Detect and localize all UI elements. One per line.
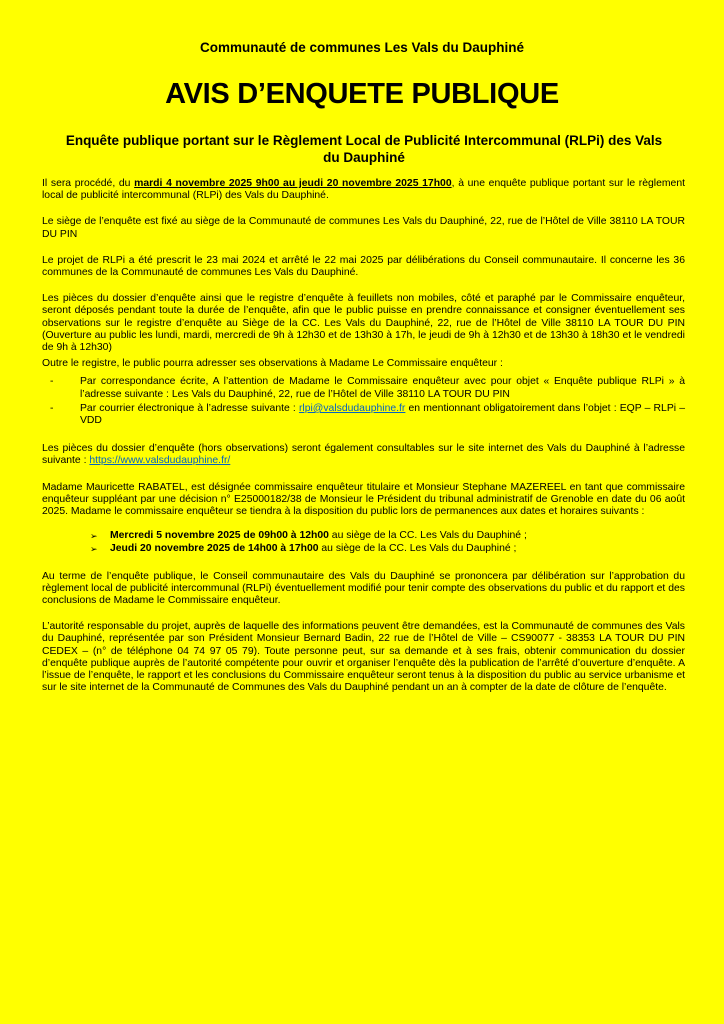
email-intro: Par courrier électronique à l’adresse suivante : — [80, 402, 299, 414]
paragraph-dates — [42, 178, 685, 202]
permanence-date: Mercredi 5 novembre 2025 de 09h00 à 12h00 — [110, 530, 329, 542]
paragraph-conclusion: Au terme de l’enquête publique, le Conseil communautaire des Vals du Dauphiné se prononcera par délibération sur l’approbation du règlement local de publicité intercommunal (RLPi) éventuellement modifié pour tenir compte des observations du public et du rapport et des conclusions de Madame le Commissaire enquêteur. — [42, 570, 685, 607]
dates-intro: Il sera procédé, du — [42, 178, 135, 189]
paragraph-observations: Outre le registre, le public pourra adresser ses observations à Madame Le Commissaire enquêteur : — [42, 358, 503, 370]
website-intro: Les pièces du dossier d’enquête (hors observations) seront également consultables sur le site internet des Vals du Dauphiné à l’adresse suivante : — [42, 443, 685, 467]
organization-name: Communauté de communes Les Vals du Dauphiné — [199, 40, 525, 55]
subtitle — [64, 132, 664, 166]
permanence-place: au siège de la CC. Les Vals du Dauphiné ; — [328, 530, 527, 542]
website-link[interactable]: https://www.valsdudauphine.fr/ — [89, 455, 231, 467]
list-item — [90, 530, 685, 542]
subtitle-line-2: du Dauphiné — [323, 150, 405, 165]
permanences-list — [42, 530, 685, 555]
list-item — [90, 543, 685, 555]
dates-outro: , à une enquête publique portant sur le règlement local de publicité intercommunal (RLPi) des Vals du Dauphiné. — [42, 178, 685, 202]
enquiry-dates: mardi 4 novembre 2025 9h00 au jeudi 20 novembre 2025 17h00 — [134, 178, 452, 189]
paragraph-website — [42, 443, 685, 467]
permanence-place: au siège de la CC. Les Vals du Dauphiné ; — [318, 543, 517, 555]
email-link[interactable]: rlpi@valsdudauphine.fr — [298, 402, 406, 414]
observation-methods-list — [42, 376, 685, 427]
paragraph-dossier: Les pièces du dossier d’enquête ainsi que le registre d’enquête à feuillets non mobiles, côté et paraphé par le Commissaire enquêteur, seront déposés pendant toute la durée de l’enquête, afin que le public puisse en prendre connaissance et consigner éventuellement ses observations sur le registre d’enquête au Siège de la CC. Les Vals du Dauphiné, 22, rue de l’Hôtel de Ville 38110 LA TOUR DU PIN (Ouverture au public les lundi, mardi, mercredi de 9h à 12h30 et de 13h30 à 17h, le jeudi de 9h à 12h30 et de 13h30 à 18h30 et le vendredi de 9h à 12h30) — [42, 293, 685, 354]
list-item: - Par correspondance écrite, A l’attention de Madame le Commissaire enquêteur avec pour objet « Enquête publique RLPi » à l’adresse suivante : Les Vals du Dauphiné, 22, rue de l’Hôtel de Ville 38110 LA TOUR DU PIN — [80, 376, 685, 400]
arrow-bullet-icon: ➢ — [90, 544, 98, 555]
email-outro: en mentionnant obligatoirement dans l’objet : EQP – RLPi – VDD — [80, 402, 685, 427]
paragraph-commissioner: Madame Mauricette RABATEL, est désignée commissaire enquêteur titulaire et Monsieur Stephane MAZEREEL en tant que commissaire enquêteur suppléant par une décision n° E25000182/38 de Monsieur le Président du tribunal administratif de Grenoble en date du 06 août 2025. Madame le commissaire enquêteur se tiendra à la disposition du public lors de permanences aux dates et horaires suivants : — [42, 481, 685, 518]
notice-body — [42, 178, 685, 695]
paragraph-project: Le projet de RLPi a été prescrit le 23 mai 2024 et arrêté le 22 mai 2025 par délibérations du Conseil communautaire. Il concerne les 36 communes de la Communauté de communes Les Vals du Dauphiné. — [42, 254, 685, 279]
arrow-bullet-icon: ➢ — [90, 531, 98, 542]
subtitle-line-1: Enquête publique portant sur le Règlement Local de Publicité Intercommunal (RLPi) des Vals — [65, 133, 663, 148]
permanence-date: Jeudi 20 novembre 2025 de 14h00 à 17h00 — [110, 543, 319, 555]
paragraph-seat: Le siège de l’enquête est fixé au siège de la Communauté de communes Les Vals du Dauphiné, 22, rue de l’Hôtel de Ville 38110 LA TOUR DU PIN — [42, 216, 685, 240]
list-item — [80, 403, 685, 427]
page-title: AVIS D’ENQUETE PUBLIQUE — [165, 78, 559, 110]
paragraph-authority: L’autorité responsable du projet, auprès de laquelle des informations peuvent être demandées, est la Communauté de communes des Vals du Dauphiné, représentée par son Président Monsieur Bernard Badin, 22 rue de l’Hôtel de Ville – CS90077 - 38353 LA TOUR DU PIN CEDEX – (n° de téléphone 04 74 97 05 79). Toute personne peut, sur sa demande et à ses frais, obtenir communication du dossier d’enquête publique auprès de l’autorité compétente pour ouvrir et organiser l’enquête dès la publication de l’arrêté d’ouverture d’enquête. A l’issue de l’enquête, le rapport et les conclusions du Commissaire enquêteur seront tenus à la disposition du public au service urbanisme et sur le site internet de la Communauté de Communes des Vals du Dauphiné pendant un an à compter de la date de clôture de l’enquête. — [42, 621, 685, 694]
